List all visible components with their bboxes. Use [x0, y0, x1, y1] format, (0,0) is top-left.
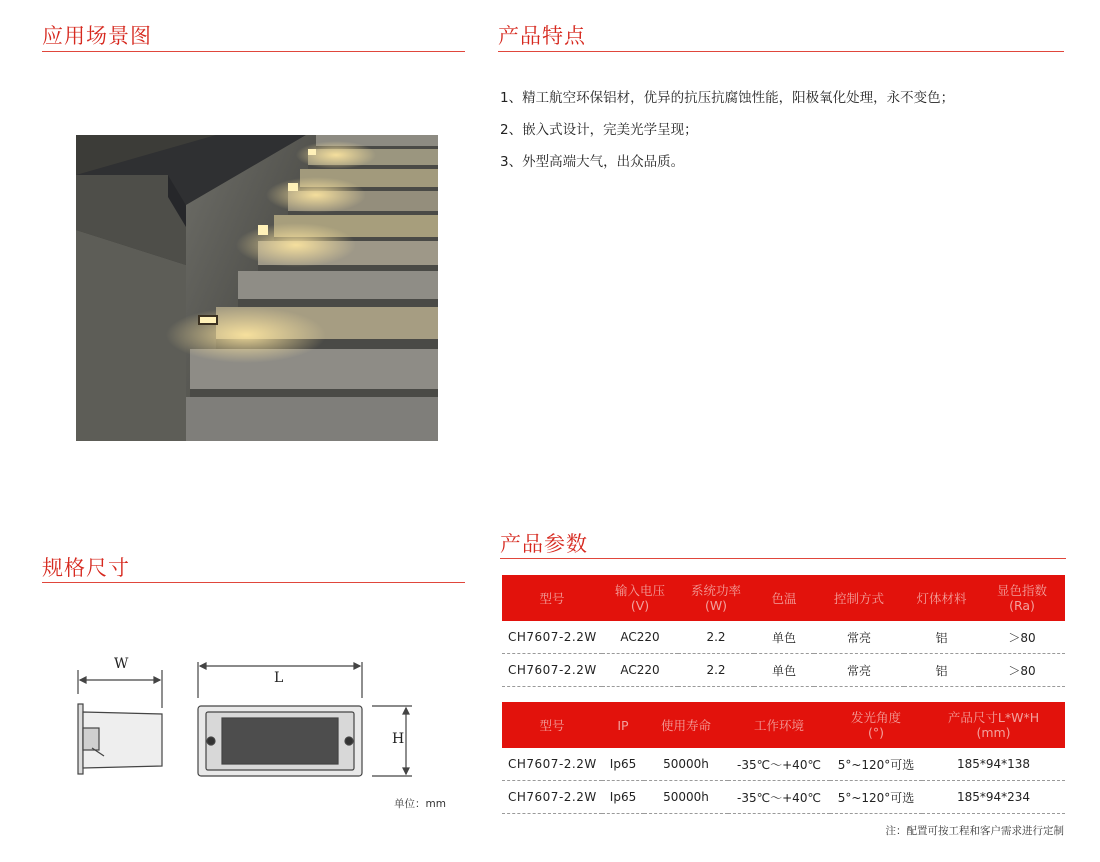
table-row: [502, 654, 1065, 687]
table-cell: CH7607-2.2W: [502, 621, 602, 654]
table-header-cell: 灯体材料: [904, 575, 979, 621]
table-cell: 单色: [754, 621, 814, 654]
table-cell: CH7607-2.2W: [502, 781, 602, 814]
table-row: [502, 621, 1065, 654]
table-header-cell: 型号: [502, 702, 602, 748]
table-cell: 185*94*234: [922, 781, 1065, 814]
table-cell: 铝: [904, 621, 979, 654]
table-cell: 50000h: [644, 748, 728, 781]
table-header-cell: 发光角度 (°): [830, 702, 922, 748]
section-title-parameters: 产品参数: [500, 532, 588, 556]
dimension-label-l: L: [274, 670, 284, 686]
section-rule: [498, 51, 1064, 52]
section-title-features: 产品特点: [498, 24, 586, 48]
section-rule: [42, 582, 465, 583]
table-header-cell: 控制方式: [814, 575, 904, 621]
table-cell: AC220: [602, 621, 678, 654]
table-header-cell: 输入电压 (V): [602, 575, 678, 621]
table-cell: 50000h: [644, 781, 728, 814]
dimension-label-w: W: [114, 656, 129, 672]
table-cell: 2.2: [678, 621, 754, 654]
parameter-table-electrical: [502, 575, 1065, 687]
dimension-label-h: H: [392, 731, 405, 747]
table-cell: ＞80: [979, 654, 1065, 687]
application-scene-photo: [76, 135, 438, 441]
table-cell: Ip65: [602, 748, 644, 781]
table-row: [502, 748, 1065, 781]
table-cell: 铝: [904, 654, 979, 687]
footnote: 注：配置可按工程和客户需求进行定制: [885, 825, 1064, 837]
table-row: [502, 781, 1065, 814]
side-view: [78, 670, 162, 774]
section-rule: [500, 558, 1066, 559]
table-header-cell: IP: [602, 702, 644, 748]
section-title-application: 应用场景图: [42, 24, 152, 48]
table-cell: 2.2: [678, 654, 754, 687]
feature-item: 3、外型高端大气，出众品质。: [500, 154, 685, 170]
table-cell: AC220: [602, 654, 678, 687]
parameter-table-environment: [502, 702, 1065, 814]
table-header-cell: 色温: [754, 575, 814, 621]
front-view: [198, 662, 412, 776]
table-header-cell: 产品尺寸L*W*H (mm): [922, 702, 1065, 748]
feature-item: 2、嵌入式设计，完美光学呈现；: [500, 122, 698, 138]
table-cell: -35℃～+40℃: [728, 781, 830, 814]
table-cell: Ip65: [602, 781, 644, 814]
table-header-cell: 显色指数 (Ra): [979, 575, 1065, 621]
table-header-cell: 使用寿命: [644, 702, 728, 748]
table-header-cell: 型号: [502, 575, 602, 621]
section-rule: [42, 51, 465, 52]
feature-item: 1、精工航空环保铝材，优异的抗压抗腐蚀性能，阳极氧化处理，永不变色；: [500, 90, 955, 106]
table-header-row: [502, 575, 1065, 621]
table-cell: CH7607-2.2W: [502, 654, 602, 687]
table-cell: -35℃～+40℃: [728, 748, 830, 781]
table-cell: 常亮: [814, 621, 904, 654]
table-cell: CH7607-2.2W: [502, 748, 602, 781]
table-cell: 单色: [754, 654, 814, 687]
table-cell: 常亮: [814, 654, 904, 687]
table-cell: ＞80: [979, 621, 1065, 654]
unit-note: 单位：mm: [394, 798, 446, 810]
table-cell: 185*94*138: [922, 748, 1065, 781]
table-cell: 5°~120°可选: [830, 781, 922, 814]
table-cell: 5°~120°可选: [830, 748, 922, 781]
table-header-cell: 系统功率 (W): [678, 575, 754, 621]
section-title-dimensions: 规格尺寸: [42, 556, 130, 580]
table-header-cell: 工作环境: [728, 702, 830, 748]
table-header-row: [502, 702, 1065, 748]
